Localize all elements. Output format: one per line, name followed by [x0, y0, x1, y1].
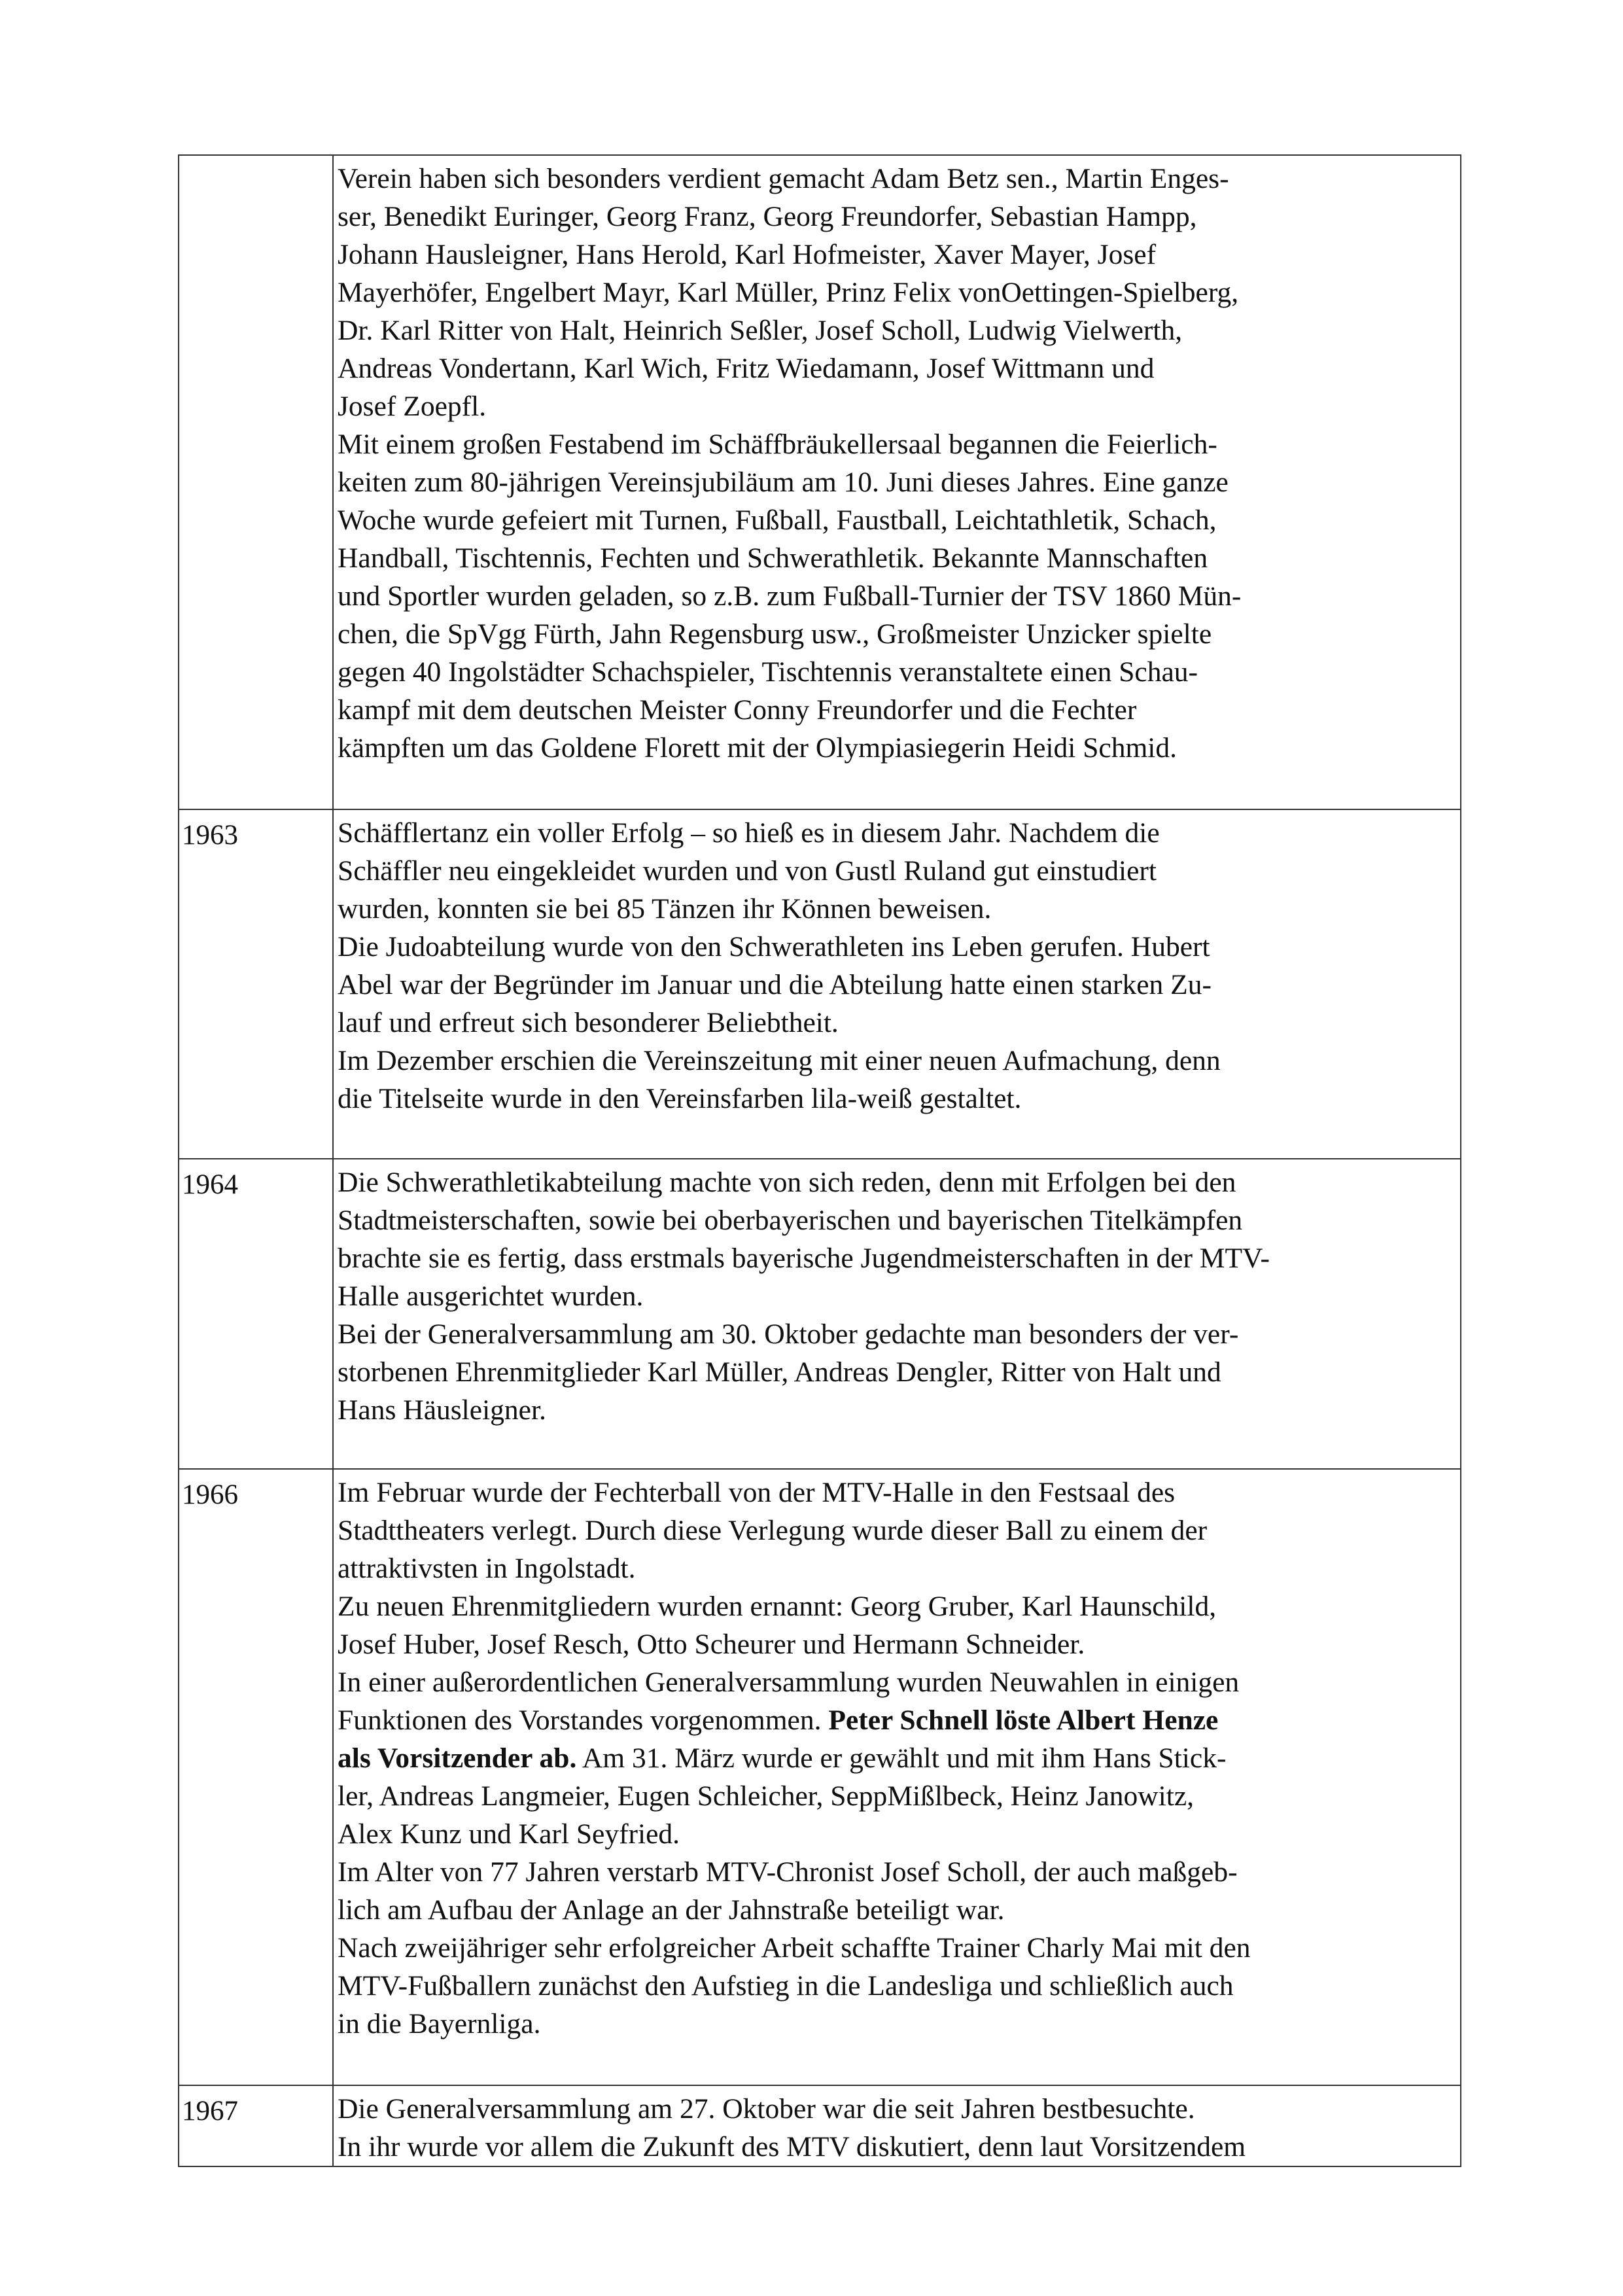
text-line: Im Februar wurde der Fechterball von der MTV-Halle in den Festsaal des	[338, 1477, 1176, 1508]
text-run: Funktionen des Vorstandes vorgenommen.	[338, 1704, 829, 1736]
table-row	[179, 155, 1461, 809]
text-line: Die Schwerathletikabteilung machte von sich reden, denn mit Erfolgen bei den	[338, 1167, 1236, 1198]
text-line: lich am Aufbau der Anlage an der Jahnstraße beteiligt war.	[338, 1894, 1005, 1926]
paragraph	[338, 1929, 1460, 2043]
text-line: Hans Häusleigner.	[338, 1394, 546, 1426]
text-line: Josef Zoepfl.	[338, 391, 487, 422]
text-line: Die Judoabteilung wurde von den Schwerathleten ins Leben gerufen. Hubert	[338, 931, 1210, 963]
text-line: Im Dezember erschien die Vereinszeitung mit einer neuen Aufmachung, denn	[338, 1045, 1221, 1076]
paragraph	[338, 1474, 1460, 1587]
bold-text: als Vorsitzender ab.	[338, 1742, 577, 1774]
table-row	[179, 809, 1461, 1159]
text-line: attraktivsten in Ingolstadt.	[338, 1553, 636, 1584]
year-cell: 1966	[179, 1469, 333, 2085]
year-cell: 1964	[179, 1159, 333, 1469]
text-line: MTV-Fußballern zunächst den Aufstieg in die Landesliga und schließlich auch	[338, 1970, 1234, 2002]
paragraph	[338, 160, 1460, 425]
text-line: keiten zum 80-jährigen Vereinsjubiläum am 10. Juni dieses Jahres. Eine ganze	[338, 467, 1229, 498]
paragraph	[338, 1853, 1460, 1929]
text-line: storbenen Ehrenmitglieder Karl Müller, Andreas Dengler, Ritter von Halt und	[338, 1356, 1221, 1388]
text-line: In ihr wurde vor allem die Zukunft des MTV diskutiert, denn laut Vorsitzendem	[338, 2131, 1246, 2163]
text-line: brachte sie es fertig, dass erstmals bayerische Jugendmeisterschaften in der MTV-	[338, 1243, 1270, 1274]
bold-text: Peter Schnell löste Albert Henze	[828, 1704, 1219, 1736]
entry-text-cell	[333, 809, 1461, 1159]
paragraph	[338, 1587, 1460, 1663]
text-line: In einer außerordentlichen Generalversammlung wurden Neuwahlen in einigen	[338, 1667, 1240, 1698]
text-line: Andreas Vondertann, Karl Wich, Fritz Wiedamann, Josef Wittmann und	[338, 353, 1155, 384]
text-line: Mayerhöfer, Engelbert Mayr, Karl Müller, Prinz Felix vonOettingen-Spielberg,	[338, 277, 1239, 308]
text-line: wurden, konnten sie bei 85 Tänzen ihr Können beweisen.	[338, 893, 992, 925]
text-line: Johann Hausleigner, Hans Herold, Karl Hofmeister, Xaver Mayer, Josef	[338, 239, 1157, 270]
text-line: ler, Andreas Langmeier, Eugen Schleicher, SeppMißlbeck, Heinz Janowitz,	[338, 1780, 1195, 1812]
text-line: lauf und erfreut sich besonderer Beliebtheit.	[338, 1007, 839, 1038]
text-line: ser, Benedikt Euringer, Georg Franz, Georg Freundorfer, Sebastian Hampp,	[338, 201, 1197, 232]
year-cell: 1963	[179, 809, 333, 1159]
text-line: Abel war der Begründer im Januar und die Abteilung hatte einen starken Zu-	[338, 969, 1212, 1000]
text-line: Woche wurde gefeiert mit Turnen, Fußball, Faustball, Leichtathletik, Schach,	[338, 504, 1217, 536]
paragraph	[338, 1315, 1460, 1429]
text-line: Halle ausgerichtet wurden.	[338, 1280, 644, 1312]
table-row	[179, 1469, 1461, 2085]
text-line: die Titelseite wurde in den Vereinsfarben lila-weiß gestaltet.	[338, 1083, 1022, 1114]
text-line: in die Bayernliga.	[338, 2008, 541, 2040]
text-line: Bei der Generalversammlung am 30. Oktober gedachte man besonders der ver-	[338, 1318, 1239, 1350]
paragraph	[338, 814, 1460, 928]
text-line: Verein haben sich besonders verdient gemacht Adam Betz sen., Martin Enges-	[338, 163, 1229, 194]
text-line: Dr. Karl Ritter von Halt, Heinrich Seßler, Josef Scholl, Ludwig Vielwerth,	[338, 315, 1183, 346]
entry-text-cell	[333, 1469, 1461, 2085]
text-line: Josef Huber, Josef Resch, Otto Scheurer und Hermann Schneider.	[338, 1629, 1085, 1660]
text-line: Stadtmeisterschaften, sowie bei oberbayerischen und bayerischen Titelkämpfen	[338, 1205, 1243, 1236]
text-line: Alex Kunz und Karl Seyfried.	[338, 1818, 680, 1850]
paragraph	[338, 1163, 1460, 1315]
text-line: und Sportler wurden geladen, so z.B. zum Fußball-Turnier der TSV 1860 Mün-	[338, 580, 1242, 612]
text-line: Die Generalversammlung am 27. Oktober war die seit Jahren bestbesuchte.	[338, 2093, 1195, 2125]
text-line: Nach zweijähriger sehr erfolgreicher Arbeit schaffte Trainer Charly Mai mit den	[338, 1932, 1251, 1964]
text-line: Zu neuen Ehrenmitgliedern wurden ernannt: Georg Gruber, Karl Haunschild,	[338, 1591, 1217, 1622]
text-line	[338, 1739, 1460, 1777]
text-run: Am 31. März wurde er gewählt und mit ihm Hans Stick-	[576, 1742, 1227, 1774]
paragraph	[338, 1663, 1460, 1853]
text-line: Schäfflertanz ein voller Erfolg – so hieß es in diesem Jahr. Nachdem die	[338, 817, 1160, 849]
entry-text-cell	[333, 2085, 1461, 2166]
text-line: kampf mit dem deutschen Meister Conny Freundorfer und die Fechter	[338, 694, 1137, 726]
text-line: chen, die SpVgg Fürth, Jahn Regensburg usw., Großmeister Unzicker spielte	[338, 618, 1212, 650]
entry-text-cell	[333, 1159, 1461, 1469]
year-cell	[179, 155, 333, 809]
text-line: Im Alter von 77 Jahren verstarb MTV-Chronist Josef Scholl, der auch maßgeb-	[338, 1856, 1238, 1888]
entry-text-cell	[333, 155, 1461, 809]
paragraph	[338, 425, 1460, 767]
year-cell: 1967	[179, 2085, 333, 2166]
text-line: Schäffler neu eingekleidet wurden und von Gustl Ruland gut einstudiert	[338, 855, 1157, 887]
chronicle-table	[178, 154, 1461, 2167]
text-line: Handball, Tischtennis, Fechten und Schwerathletik. Bekannte Mannschaften	[338, 542, 1208, 574]
text-line: Stadttheaters verlegt. Durch diese Verlegung wurde dieser Ball zu einem der	[338, 1515, 1208, 1546]
text-line: gegen 40 Ingolstädter Schachspieler, Tischtennis veranstaltete einen Schau-	[338, 656, 1198, 688]
paragraph	[338, 928, 1460, 1042]
table-row	[179, 2085, 1461, 2166]
text-line: kämpften um das Goldene Florett mit der Olympiasiegerin Heidi Schmid.	[338, 732, 1177, 764]
paragraph	[338, 1042, 1460, 1118]
paragraph	[338, 2090, 1460, 2166]
text-line: Mit einem großen Festabend im Schäffbräukellersaal begannen die Feierlich-	[338, 429, 1217, 460]
text-line	[338, 1701, 1460, 1739]
table-row	[179, 1159, 1461, 1469]
